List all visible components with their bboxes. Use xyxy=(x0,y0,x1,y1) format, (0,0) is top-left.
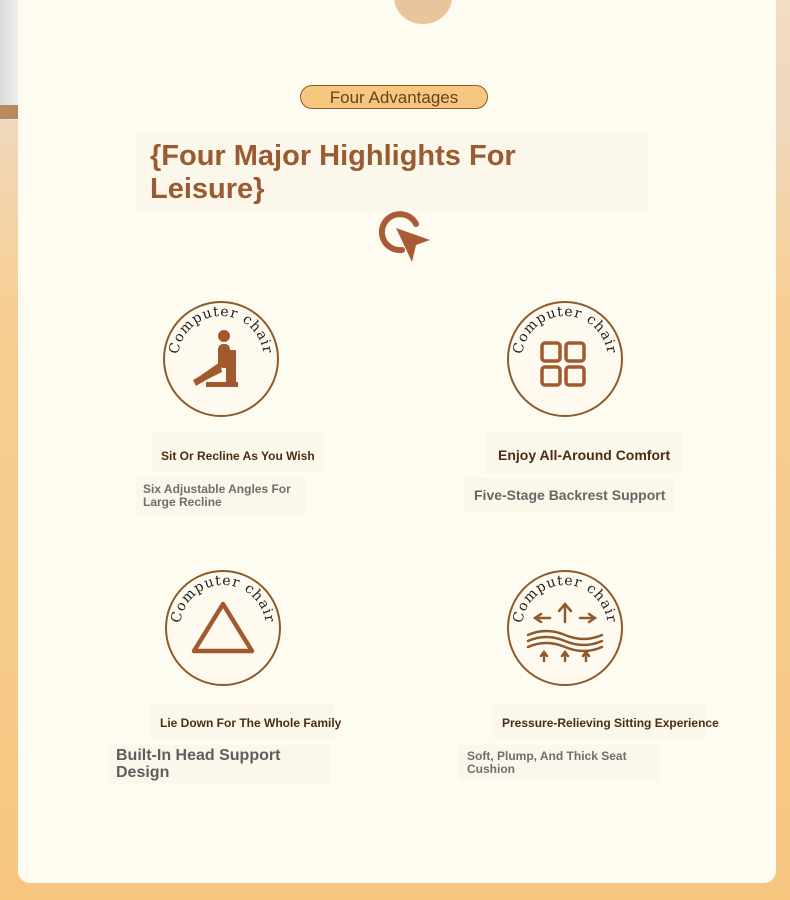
feature-4-description: Soft, Plump, And Thick Seat Cushion xyxy=(467,749,627,776)
feature-3-description: Built-In Head Support Design xyxy=(116,747,281,781)
ring-text: Computer chair xyxy=(510,572,620,625)
ring-text: Computer chair xyxy=(168,572,278,625)
feature-3-badge xyxy=(164,569,282,687)
advantages-badge: Four Advantages xyxy=(300,85,488,109)
top-notch xyxy=(394,0,452,24)
feature-1-title: Sit Or Recline As You Wish xyxy=(161,449,315,463)
feature-1-badge xyxy=(162,300,280,418)
content-card xyxy=(18,0,776,883)
pointer-cursor-icon xyxy=(376,206,434,264)
page-headline: {Four Major Highlights For Leisure} xyxy=(150,140,516,205)
feature-2-title: Enjoy All-Around Comfort xyxy=(498,447,671,463)
feature-3-title: Lie Down For The Whole Family xyxy=(160,716,342,730)
feature-2-description: Five-Stage Backrest Support xyxy=(474,487,666,503)
feature-4-title: Pressure-Relieving Sitting Experience xyxy=(502,716,719,730)
ring-text: Computer chair xyxy=(510,303,620,356)
ring-text: Computer chair xyxy=(166,303,276,356)
feature-2-badge xyxy=(506,300,624,418)
feature-1-description: Six Adjustable Angles For Large Recline xyxy=(143,482,291,509)
feature-4-badge xyxy=(506,569,624,687)
